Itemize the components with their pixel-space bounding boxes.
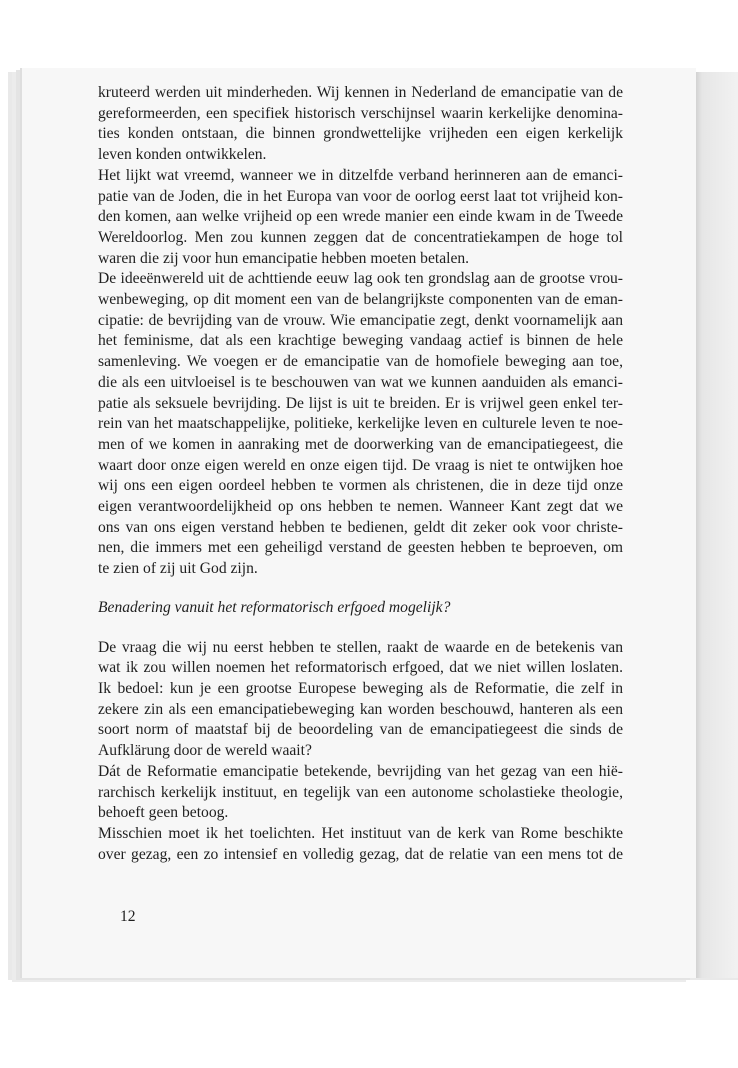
text-line: behoeft geen betoog. bbox=[98, 804, 229, 822]
text-line: over gezag, een zo intensief en volledig gezag, dat de relatie van een mens tot de bbox=[98, 845, 623, 863]
text-line: kruteerd werden uit minderheden. Wij kennen in Nederland de emancipatie van de bbox=[98, 84, 623, 101]
paragraph bbox=[98, 762, 623, 824]
paragraph bbox=[98, 83, 623, 166]
page-number: 12 bbox=[120, 908, 136, 925]
text-line: Aufklärung door de wereld waait? bbox=[98, 742, 312, 760]
text-line: Wereldoorlog. Men zou kunnen zeggen dat de concentratiekampen de hoge tol bbox=[98, 228, 623, 246]
text-line: het feminisme, dat als een krachtige beweging vandaag actief is binnen de hele bbox=[98, 332, 623, 350]
text-line: eigen verantwoordelijkheid op ons hebben te nemen. Wanneer Kant zegt dat we bbox=[98, 498, 623, 516]
text-line: zekere zin als een emancipatiebeweging kan worden beschouwd, hanteren als een bbox=[98, 700, 623, 718]
text-line: Misschien moet ik het toelichten. Het instituut van de kerk van Rome beschikte bbox=[98, 824, 623, 842]
text-line: rein van het maatschappelijke, politieke, kerkelijke leven en culturele leven te noe- bbox=[98, 415, 623, 433]
text-line: waren die zij voor hun emancipatie hebben moeten betalen. bbox=[98, 249, 470, 267]
text-line: rarchisch kerkelijk instituut, en tegelijk van een autonome scholastieke theologie, bbox=[98, 783, 623, 801]
text-line: nen, die immers met een geheiligd verstand de geesten hebben te beproeven, om bbox=[98, 539, 623, 557]
text-line: patie als seksuele bevrijding. De lijst is uit te breiden. Er is vrijwel geen enkel ter- bbox=[98, 394, 623, 412]
text-line: te zien of zij uit God zijn. bbox=[98, 560, 258, 578]
text-line: Dát de Reformatie emancipatie betekende, bevrijding van het gezag van een hië- bbox=[98, 762, 623, 780]
text-line: patie van de Joden, die in het Europa van voor de oorlog eerst laat tot vrijheid kon- bbox=[98, 187, 623, 205]
text-line: die als een uitvloeisel is te beschouwen van wat we kunnen aanduiden als emanci- bbox=[98, 373, 623, 391]
text-line: gereformeerden, een specifiek historisch verschijnsel waarin kerkelijke denomina- bbox=[98, 104, 623, 122]
text-line: waart door onze eigen wereld en onze eigen tijd. De vraag is niet te ontwijken hoe bbox=[98, 456, 623, 474]
text-line: De vraag die wij nu eerst hebben te stellen, raakt de waarde en de betekenis van bbox=[98, 638, 623, 656]
text-line: wenbeweging, op dit moment een van de belangrijkste componenten van de eman- bbox=[98, 291, 623, 309]
text-line: wat ik zou willen noemen het reformatorisch erfgoed, dat we niet willen loslaten. bbox=[98, 659, 623, 677]
section-heading: Benadering vanuit het reformatorisch erfgoed mogelijk? bbox=[98, 598, 451, 616]
text-line: Ik bedoel: kun je een grootse Europese beweging als de Reformatie, die zelf in bbox=[98, 679, 623, 697]
text-line: cipatie: de bevrijding van de vrouw. Wie emancipatie zegt, denkt voornamelijk aan bbox=[98, 311, 623, 329]
paragraph bbox=[98, 824, 623, 865]
text-line: ties konden ontstaan, die binnen grondwettelijke vrijheden een eigen kerkelijk bbox=[98, 125, 623, 143]
text-line: De ideeënwereld uit de achttiende eeuw lag ook ten grondslag aan de grootse vrou- bbox=[98, 270, 623, 288]
paragraph bbox=[98, 166, 623, 270]
page-edge bbox=[696, 72, 738, 978]
text-line: den komen, aan welke vrijheid op een wrede manier een einde kwam in de Tweede bbox=[98, 208, 623, 226]
paragraph bbox=[98, 269, 623, 580]
text-line: samenleving. We voegen er de emancipatie van de homofiele beweging aan toe, bbox=[98, 353, 623, 371]
text-line: Het lijkt wat vreemd, wanneer we in ditzelfde verband herinneren aan de emanci- bbox=[98, 166, 623, 184]
text-line: ons van ons eigen verstand hebben te bedienen, geldt dit zeker ook voor christe- bbox=[98, 518, 623, 536]
text-line: men of we komen in aanraking met de doorwerking van de emancipatiegeest, die bbox=[98, 435, 623, 453]
text-line: soort norm of maatstaf bij de beoordeling van de emancipatiegeest die sinds de bbox=[98, 721, 623, 739]
body-text bbox=[98, 83, 623, 865]
text-line: wij ons een eigen oordeel hebben te vormen als christenen, die in deze tijd onze bbox=[98, 477, 623, 495]
paragraph bbox=[98, 638, 623, 762]
text-line: leven konden ontwikkelen. bbox=[98, 146, 267, 164]
